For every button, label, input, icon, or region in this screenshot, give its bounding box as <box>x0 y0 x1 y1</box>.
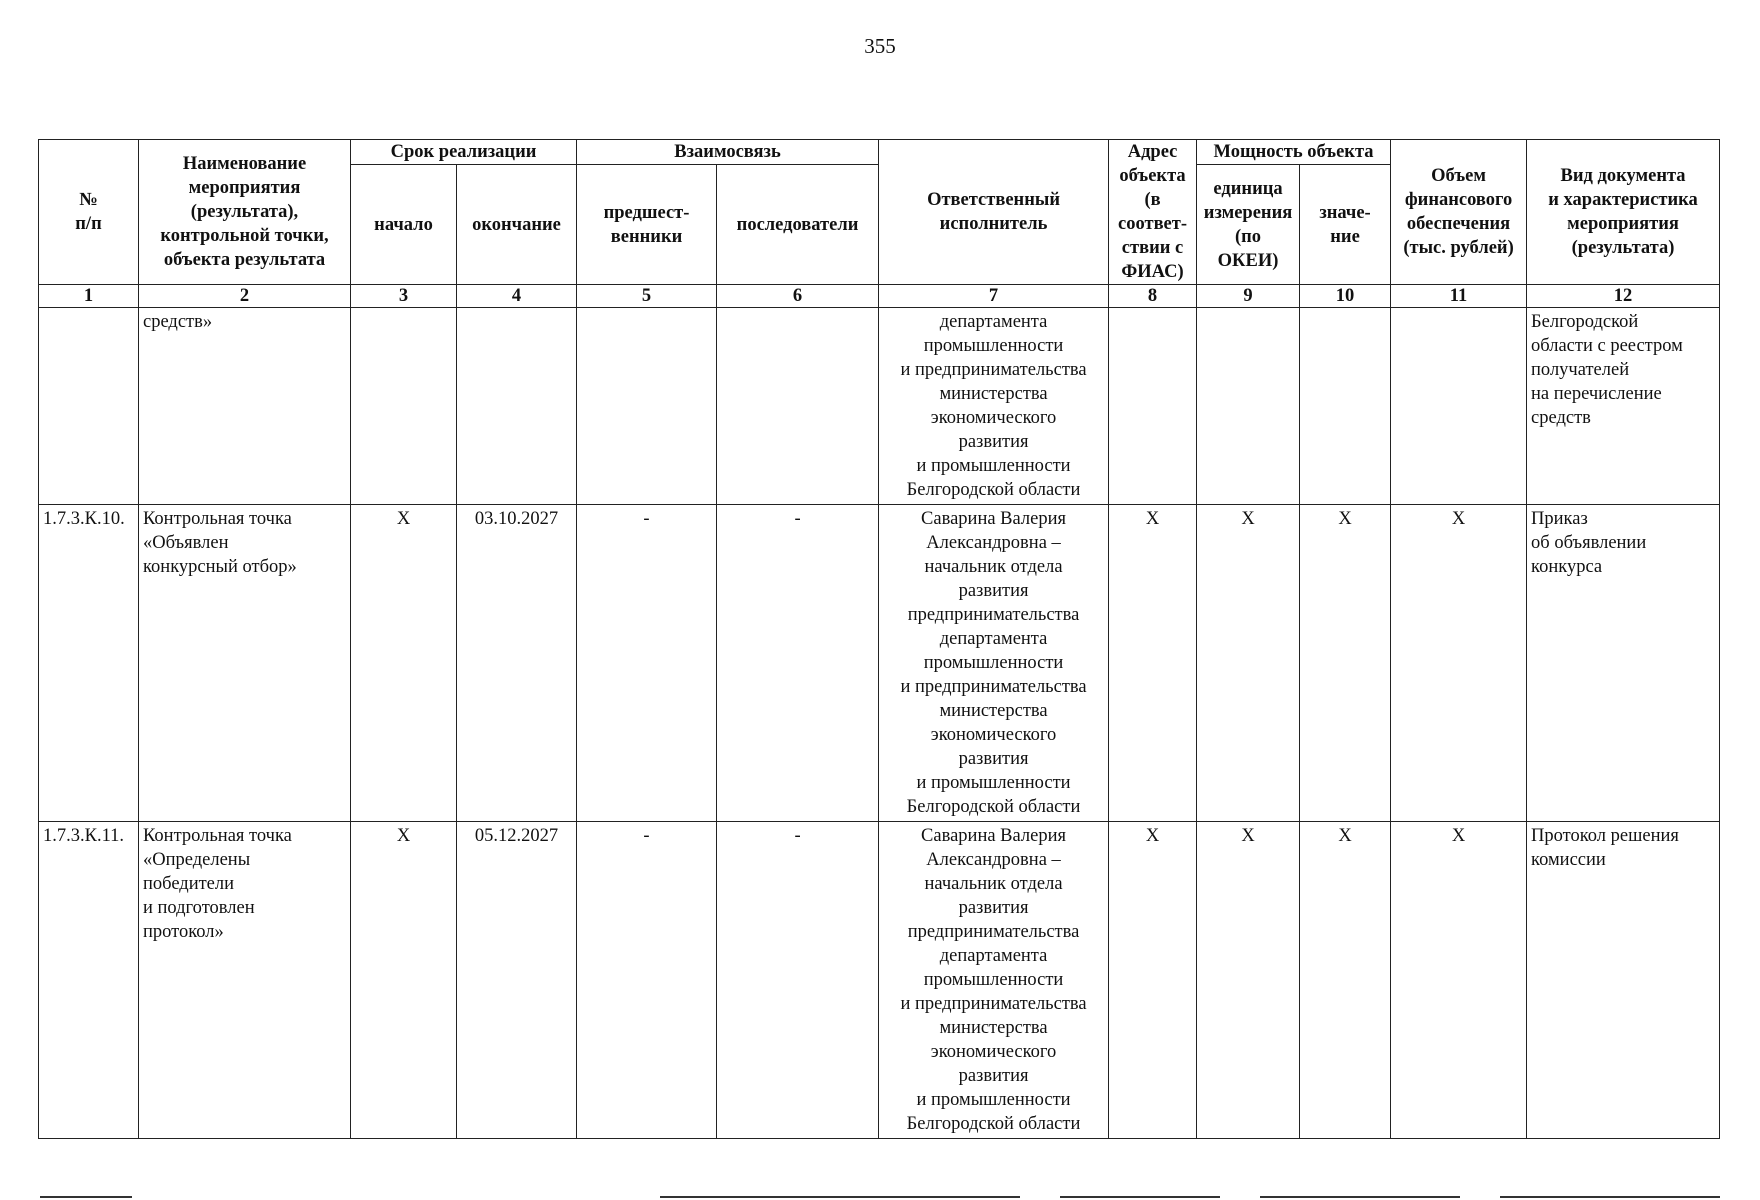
header-value: значе- ние <box>1300 165 1391 285</box>
column-number: 6 <box>717 285 879 308</box>
header-document: Вид документа и характеристика мероприятия (результата) <box>1527 140 1720 285</box>
column-number: 11 <box>1391 285 1527 308</box>
row-num <box>39 308 139 505</box>
table-row <box>39 822 1720 1139</box>
column-number: 8 <box>1109 285 1197 308</box>
row-document: Приказ об объявлении конкурса <box>1527 505 1720 822</box>
column-number: 1 <box>39 285 139 308</box>
header-period-end: окончание <box>457 165 577 285</box>
row-responsible: Саварина Валерия Александровна – начальник отдела развития предпринимательства департамента промышленности и предпринимательства министерства экономического развития и промышленности Белгородской области <box>879 505 1109 822</box>
row-predecessors <box>577 308 717 505</box>
row-name: Контрольная точка «Определены победители и подготовлен протокол» <box>139 822 351 1139</box>
column-number: 9 <box>1197 285 1300 308</box>
header-period: Срок реализации <box>351 140 577 165</box>
row-name: Контрольная точка «Объявлен конкурсный отбор» <box>139 505 351 822</box>
header-period-start: начало <box>351 165 457 285</box>
column-number: 2 <box>139 285 351 308</box>
row-address: X <box>1109 505 1197 822</box>
row-finance: X <box>1391 505 1527 822</box>
scan-edge-line <box>1500 1196 1720 1198</box>
row-document: Белгородской области с реестром получателей на перечисление средств <box>1527 308 1720 505</box>
row-end <box>457 308 577 505</box>
header-unit: единица измерения (по ОКЕИ) <box>1197 165 1300 285</box>
row-value: X <box>1300 505 1391 822</box>
row-responsible: департамента промышленности и предпринимательства министерства экономического развития и промышленности Белгородской области <box>879 308 1109 505</box>
header-address: Адрес объекта (в соответ- ствии с ФИАС) <box>1109 140 1197 285</box>
row-finance <box>1391 308 1527 505</box>
row-document: Протокол решения комиссии <box>1527 822 1720 1139</box>
row-value: X <box>1300 822 1391 1139</box>
row-start: X <box>351 822 457 1139</box>
column-numbers-row <box>39 285 1720 308</box>
scan-edge-line <box>40 1196 132 1198</box>
row-responsible: Саварина Валерия Александровна – начальник отдела развития предпринимательства департамента промышленности и предпринимательства министерства экономического развития и промышленности Белгородской области <box>879 822 1109 1139</box>
row-start: X <box>351 505 457 822</box>
header-relation: Взаимосвязь <box>577 140 879 165</box>
header-capacity: Мощность объекта <box>1197 140 1391 165</box>
row-successors <box>717 308 879 505</box>
page-number: 355 <box>864 34 896 58</box>
header-name: Наименование мероприятия (результата), контрольной точки, объекта результата <box>139 140 351 285</box>
header-responsible: Ответственный исполнитель <box>879 140 1109 285</box>
row-finance: X <box>1391 822 1527 1139</box>
row-predecessors: - <box>577 505 717 822</box>
header-num: № п/п <box>39 140 139 285</box>
row-address: X <box>1109 822 1197 1139</box>
scan-edge-line <box>660 1196 1020 1198</box>
row-address <box>1109 308 1197 505</box>
activity-plan-table <box>38 139 1720 1139</box>
scan-edge-line <box>1260 1196 1460 1198</box>
column-number: 4 <box>457 285 577 308</box>
column-number: 10 <box>1300 285 1391 308</box>
column-number: 3 <box>351 285 457 308</box>
header-row-top <box>39 140 1720 165</box>
row-successors: - <box>717 505 879 822</box>
row-predecessors: - <box>577 822 717 1139</box>
row-name: средств» <box>139 308 351 505</box>
column-number: 7 <box>879 285 1109 308</box>
row-unit <box>1197 308 1300 505</box>
row-num: 1.7.3.К.11. <box>39 822 139 1139</box>
row-successors: - <box>717 822 879 1139</box>
row-unit: X <box>1197 822 1300 1139</box>
column-number: 12 <box>1527 285 1720 308</box>
header-predecessors: предшест- венники <box>577 165 717 285</box>
row-start <box>351 308 457 505</box>
header-finance: Объем финансового обеспечения (тыс. рублей) <box>1391 140 1527 285</box>
row-end: 03.10.2027 <box>457 505 577 822</box>
scan-edge-line <box>1060 1196 1220 1198</box>
table-row <box>39 308 1720 505</box>
header-successors: последователи <box>717 165 879 285</box>
column-number: 5 <box>577 285 717 308</box>
table-row <box>39 505 1720 822</box>
row-num: 1.7.3.К.10. <box>39 505 139 822</box>
row-unit: X <box>1197 505 1300 822</box>
row-value <box>1300 308 1391 505</box>
row-end: 05.12.2027 <box>457 822 577 1139</box>
